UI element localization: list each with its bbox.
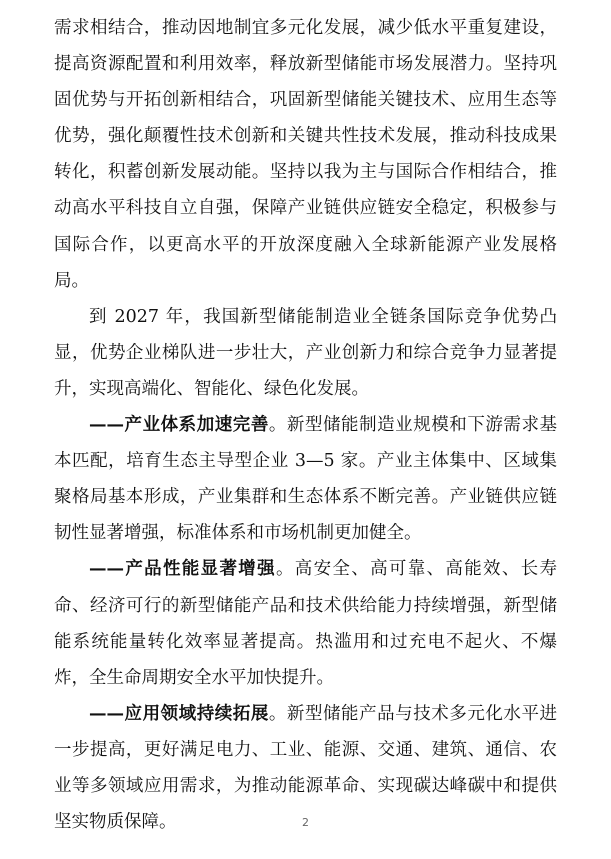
paragraph-heading: ——产品性能显著增强 — [89, 559, 276, 580]
paragraph-text: 。高安全、高可靠、高能效、长寿命、经济可行的新型储能产品和技术供给能力持续增强，新型储能系统能量转化效率显著提高。热滥用和过充电不起火、不爆炸，全生命周期安全水平加快提升。 — [54, 559, 558, 688]
document-body — [54, 10, 557, 840]
paragraph-principles — [54, 10, 557, 299]
paragraph-product-performance — [54, 551, 557, 695]
paragraph-text: 需求相结合，推动因地制宜多元化发展，减少低水平重复建设，提高资源配置和利用效率，释放新型储能市场发展潜力。坚持巩固优势与开拓创新相结合，巩固新型储能关键技术、应用生态等优势，强化颠覆性技术创新和关键共性技术发展，推动科技成果转化，积蓄创新发展动能。坚持以我为主与国际合作相结合，推动高水平科技自立自强，保障产业链供应链安全稳定，积极参与国际合作，以更高水平的开放深度融入全球新能源产业发展格局。 — [54, 18, 557, 291]
paragraph-text: 。新型储能制造业规模和下游需求基本匹配，培育生态主导型企业 3—5 家。产业主体集中、区域集聚格局基本形成，产业集群和生态体系不断完善。产业链供应链韧性显著增强，标准体系和市场机制更加健全。 — [54, 415, 557, 544]
paragraph-2027-goal — [54, 299, 557, 407]
paragraph-heading: ——应用领域持续拓展 — [89, 703, 269, 724]
paragraph-text: 到 2027 年，我国新型储能制造业全链条国际竞争优势凸显，优势企业梯队进一步壮大，产业创新力和综合竞争力显著提升，实现高端化、智能化、绿色化发展。 — [54, 306, 557, 399]
paragraph-industry-system — [54, 407, 557, 551]
paragraph-text: 。新型储能产品与技术多元化水平进一步提高，更好满足电力、工业、能源、交通、建筑、通信、农业等多领域应用需求，为推动能源革命、实现碳达峰碳中和提供坚实物质保障。 — [54, 703, 557, 833]
page-number: 2 — [302, 816, 309, 829]
paragraph-heading: ——产业体系加速完善 — [89, 415, 269, 436]
